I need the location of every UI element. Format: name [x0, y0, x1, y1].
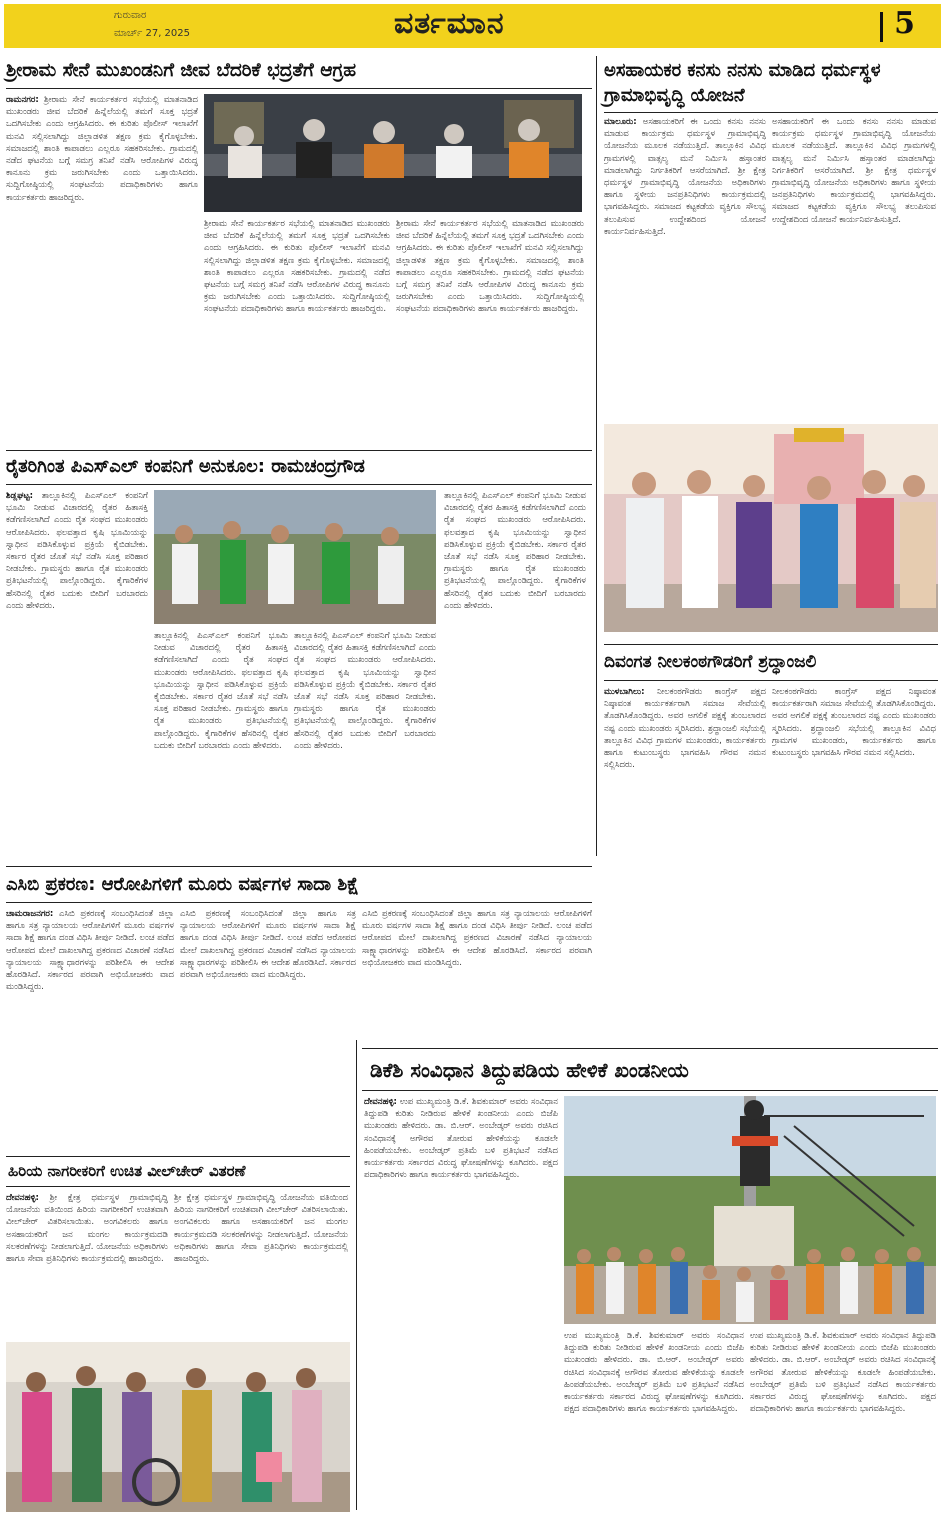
story-2-headline: ಅಸಹಾಯಕರ ಕನಸು ನನಸು ಮಾಡಿದ ಧರ್ಮಸ್ಥಳ ಗ್ರಾಮಾಭಿವೃದ್ಧಿ ಯೋಜನೆ	[604, 60, 881, 106]
story-5-dateline: ಚಾಮರಾಜನಗರ:	[6, 909, 54, 919]
story-1-body: ಶ್ರೀರಾಮ ಸೇನೆ ಕಾರ್ಯಕರ್ತರ ಸಭೆಯಲ್ಲಿ ಮಾತನಾಡಿದ ಮುಖಂಡರು ಜೀವ ಬೆದರಿಕೆ ಹಿನ್ನೆಲೆಯಲ್ಲಿ ತಮಗೆ ಸೂಕ್ತ ಭದ್ರತೆ ಒದಗಿಸಬೇಕು ಎಂದು ಆಗ್ರಹಿಸಿದರು. ಈ ಕುರಿತು ಪೊಲೀಸ್ ಇಲಾಖೆಗೆ ಮನವಿ ಸಲ್ಲಿಸಲಾಗಿದ್ದು ಜಿಲ್ಲಾಡಳಿತ ತಕ್ಷಣ ಕ್ರಮ ಕೈಗೊಳ್ಳಬೇಕು. ಸಮಾಜದಲ್ಲಿ ಶಾಂತಿ ಕಾಪಾಡಲು ಎಲ್ಲರೂ ಸಹಕರಿಸಬೇಕು. ಗ್ರಾಮದಲ್ಲಿ ನಡೆದ ಘಟನೆಯ ಬಗ್ಗೆ ಸಮಗ್ರ ತನಿಖೆ ನಡೆಸಿ ಆರೋಪಿಗಳ ವಿರುದ್ಧ ಕಾನೂನು ಕ್ರಮ ಜರುಗಿಸಬೇಕು ಎಂದು ಒತ್ತಾಯಿಸಿದರು. ಸುದ್ದಿಗೋಷ್ಠಿಯಲ್ಲಿ ಸಂಘಟನೆಯ ಪದಾಧಿಕಾರಿಗಳು ಹಾಗೂ ಕಾರ್ಯಕರ್ತರು ಹಾಜರಿದ್ದರು.	[6, 95, 198, 203]
story-1-rule	[6, 88, 592, 89]
story-5-headline: ಎಸಿಬಿ ಪ್ರಕರಣ: ಆರೋಪಿಗಳಿಗೆ ಮೂರು ವರ್ಷಗಳ ಸಾದಾ ಶಿಕ್ಷೆ	[6, 874, 359, 895]
story-3-body-cont3: ತಾಲ್ಲೂಕಿನಲ್ಲಿ ಪಿಎಸ್ಎಲ್ ಕಂಪನಿಗೆ ಭೂಮಿ ನೀಡುವ ವಿಚಾರದಲ್ಲಿ ರೈತರ ಹಿತಾಸಕ್ತಿ ಕಡೆಗಣಿಸಲಾಗಿದೆ ಎಂದು ರೈತ ಸಂಘದ ಮುಖಂಡರು ಆರೋಪಿಸಿದರು. ಫಲವತ್ತಾದ ಕೃಷಿ ಭೂಮಿಯನ್ನು ಸ್ವಾಧೀನ ಪಡಿಸಿಕೊಳ್ಳುವ ಪ್ರಕ್ರಿಯೆ ಕೈಬಿಡಬೇಕು. ಸರ್ಕಾರ ರೈತರ ಜೊತೆ ಸಭೆ ನಡೆಸಿ ಸೂಕ್ತ ಪರಿಹಾರ ನೀಡಬೇಕು. ಗ್ರಾಮಸ್ಥರು ಹಾಗೂ ರೈತ ಮುಖಂಡರು ಪ್ರತಿಭಟನೆಯಲ್ಲಿ ಪಾಲ್ಗೊಂಡಿದ್ದರು. ಕೈಗಾರಿಕೆಗಳ ಹೆಸರಿನಲ್ಲಿ ರೈತರ ಬದುಕು ಬೀದಿಗೆ ಬರಬಾರದು ಎಂದು ಹೇಳಿದರು.	[444, 491, 586, 611]
story-4-body-cont: ನೀಲಕಂಠಗೌಡರು ಕಾಂಗ್ರೆಸ್ ಪಕ್ಷದ ನಿಷ್ಠಾವಂತ ಕಾರ್ಯಕರ್ತರಾಗಿ ಸಮಾಜ ಸೇವೆಯಲ್ಲಿ ತೊಡಗಿಸಿಕೊಂಡಿದ್ದರು. ಅವರ ಅಗಲಿಕೆ ಪಕ್ಷಕ್ಕೆ ತುಂಬಲಾರದ ನಷ್ಟ ಎಂದು ಮುಖಂಡರು ಸ್ಮರಿಸಿದರು. ಶ್ರದ್ಧಾಂಜಲಿ ಸಭೆಯಲ್ಲಿ ತಾಲ್ಲೂಕಿನ ವಿವಿಧ ಗ್ರಾಮಗಳ ಮುಖಂಡರು, ಕಾರ್ಯಕರ್ತರು ಹಾಗೂ ಕುಟುಂಬಸ್ಥರು ಭಾಗವಹಿಸಿ ಗೌರವ ನಮನ ಸಲ್ಲಿಸಿದರು.	[772, 687, 936, 759]
story-6-dateline: ದೇವನಹಳ್ಳಿ:	[364, 1097, 397, 1107]
story-1-body-cont2: ಶ್ರೀರಾಮ ಸೇನೆ ಕಾರ್ಯಕರ್ತರ ಸಭೆಯಲ್ಲಿ ಮಾತನಾಡಿದ ಮುಖಂಡರು ಜೀವ ಬೆದರಿಕೆ ಹಿನ್ನೆಲೆಯಲ್ಲಿ ತಮಗೆ ಸೂಕ್ತ ಭದ್ರತೆ ಒದಗಿಸಬೇಕು ಎಂದು ಆಗ್ರಹಿಸಿದರು. ಈ ಕುರಿತು ಪೊಲೀಸ್ ಇಲಾಖೆಗೆ ಮನವಿ ಸಲ್ಲಿಸಲಾಗಿದ್ದು ಜಿಲ್ಲಾಡಳಿತ ತಕ್ಷಣ ಕ್ರಮ ಕೈಗೊಳ್ಳಬೇಕು. ಸಮಾಜದಲ್ಲಿ ಶಾಂತಿ ಕಾಪಾಡಲು ಎಲ್ಲರೂ ಸಹಕರಿಸಬೇಕು. ಗ್ರಾಮದಲ್ಲಿ ನಡೆದ ಘಟನೆಯ ಬಗ್ಗೆ ಸಮಗ್ರ ತನಿಖೆ ನಡೆಸಿ ಆರೋಪಿಗಳ ವಿರುದ್ಧ ಕಾನೂನು ಕ್ರಮ ಜರುಗಿಸಬೇಕು ಎಂದು ಒತ್ತಾಯಿಸಿದರು. ಸುದ್ದಿಗೋಷ್ಠಿಯಲ್ಲಿ ಸಂಘಟನೆಯ ಪದಾಧಿಕಾರಿಗಳು ಹಾಗೂ ಕಾರ್ಯಕರ್ತರು ಹಾಜರಿದ್ದರು.	[396, 219, 584, 315]
column-divider	[596, 56, 597, 856]
story-1-body-col1	[6, 94, 198, 438]
story-7-rule	[6, 1186, 350, 1187]
story-4-body-col2	[772, 686, 936, 1036]
story-2-rule	[604, 112, 938, 113]
story-1-body-col2	[204, 218, 390, 438]
masthead	[4, 4, 941, 48]
story-3-rule	[6, 484, 592, 485]
story-5-rule	[6, 902, 592, 903]
newspaper-logo: ವರ್ತಮಾನ	[394, 6, 505, 41]
ambedkar-statue-protest-photo	[564, 1096, 936, 1324]
story-1-body-cont: ಶ್ರೀರಾಮ ಸೇನೆ ಕಾರ್ಯಕರ್ತರ ಸಭೆಯಲ್ಲಿ ಮಾತನಾಡಿದ ಮುಖಂಡರು ಜೀವ ಬೆದರಿಕೆ ಹಿನ್ನೆಲೆಯಲ್ಲಿ ತಮಗೆ ಸೂಕ್ತ ಭದ್ರತೆ ಒದಗಿಸಬೇಕು ಎಂದು ಆಗ್ರಹಿಸಿದರು. ಈ ಕುರಿತು ಪೊಲೀಸ್ ಇಲಾಖೆಗೆ ಮನವಿ ಸಲ್ಲಿಸಲಾಗಿದ್ದು ಜಿಲ್ಲಾಡಳಿತ ತಕ್ಷಣ ಕ್ರಮ ಕೈಗೊಳ್ಳಬೇಕು. ಸಮಾಜದಲ್ಲಿ ಶಾಂತಿ ಕಾಪಾಡಲು ಎಲ್ಲರೂ ಸಹಕರಿಸಬೇಕು. ಗ್ರಾಮದಲ್ಲಿ ನಡೆದ ಘಟನೆಯ ಬಗ್ಗೆ ಸಮಗ್ರ ತನಿಖೆ ನಡೆಸಿ ಆರೋಪಿಗಳ ವಿರುದ್ಧ ಕಾನೂನು ಕ್ರಮ ಜರುಗಿಸಬೇಕು ಎಂದು ಒತ್ತಾಯಿಸಿದರು. ಸುದ್ದಿಗೋಷ್ಠಿಯಲ್ಲಿ ಸಂಘಟನೆಯ ಪದಾಧಿಕಾರಿಗಳು ಹಾಗೂ ಕಾರ್ಯಕರ್ತರು ಹಾಜರಿದ್ದರು.	[204, 219, 390, 315]
story-3-top-rule	[6, 450, 592, 451]
story-6-body-col2	[564, 1330, 744, 1510]
story-2-body: ಅಸಹಾಯಕರಿಗೆ ಈ ಒಂದು ಕನಸು ನನಸು ಮಾಡುವ ಕಾರ್ಯಕ್ರಮ ಧರ್ಮಸ್ಥಳ ಗ್ರಾಮಾಭಿವೃದ್ಧಿ ಯೋಜನೆಯ ಮೂಲಕ ನಡೆಯುತ್ತಿದೆ. ತಾಲ್ಲೂಕಿನ ವಿವಿಧ ಗ್ರಾಮಗಳಲ್ಲಿ ವಾತ್ಸಲ್ಯ ಮನೆ ನಿರ್ಮಿಸಿ ಹಸ್ತಾಂತರ ಮಾಡಲಾಗಿದ್ದು ನಿರ್ಗತಿಕರಿಗೆ ಆಸರೆಯಾಗಿದೆ. ಶ್ರೀ ಕ್ಷೇತ್ರ ಧರ್ಮಸ್ಥಳ ಗ್ರಾಮಾಭಿವೃದ್ಧಿ ಯೋಜನೆಯ ಅಧಿಕಾರಿಗಳು ಹಾಗೂ ಸ್ಥಳೀಯ ಜನಪ್ರತಿನಿಧಿಗಳು ಕಾರ್ಯಕ್ರಮದಲ್ಲಿ ಭಾಗವಹಿಸಿದ್ದರು. ಸಮಾಜದ ಕಟ್ಟಕಡೆಯ ವ್ಯಕ್ತಿಗೂ ಸೌಲಭ್ಯ ತಲುಪಿಸುವ ಉದ್ದೇಶದಿಂದ ಯೋಜನೆ ಕಾರ್ಯನಿರ್ವಹಿಸುತ್ತಿದೆ.	[604, 117, 766, 237]
story-1-body-col3	[396, 218, 584, 438]
story-6-body: ಉಪ ಮುಖ್ಯಮಂತ್ರಿ ಡಿ.ಕೆ. ಶಿವಕುಮಾರ್ ಅವರು ಸಂವಿಧಾನ ತಿದ್ದುಪಡಿ ಕುರಿತು ನೀಡಿರುವ ಹೇಳಿಕೆ ಖಂಡನೀಯ ಎಂದು ಬಿಜೆಪಿ ಮುಖಂಡರು ಹೇಳಿದರು. ಡಾ. ಬಿ.ಆರ್. ಅಂಬೇಡ್ಕರ್ ಅವರು ರಚಿಸಿದ ಸಂವಿಧಾನಕ್ಕೆ ಅಗೌರವ ತೋರುವ ಹೇಳಿಕೆಯನ್ನು ಕೂಡಲೇ ಹಿಂಪಡೆಯಬೇಕು. ಅಂಬೇಡ್ಕರ್ ಪ್ರತಿಮೆ ಬಳಿ ಪ್ರತಿಭಟನೆ ನಡೆಸಿದ ಕಾರ್ಯಕರ್ತರು ಸರ್ಕಾರದ ವಿರುದ್ಧ ಘೋಷಣೆಗಳನ್ನು ಕೂಗಿದರು. ಪಕ್ಷದ ಪದಾಧಿಕಾರಿಗಳು ಹಾಗೂ ಕಾರ್ಯಕರ್ತರು ಭಾಗವಹಿಸಿದ್ದರು.	[364, 1097, 558, 1181]
story-1-dateline: ರಾಮನಗರ:	[6, 95, 39, 105]
masthead-day: ಗುರುವಾರ	[114, 10, 147, 21]
story-7-body-cont: ಶ್ರೀ ಕ್ಷೇತ್ರ ಧರ್ಮಸ್ಥಳ ಗ್ರಾಮಾಭಿವೃದ್ಧಿ ಯೋಜನೆಯ ವತಿಯಿಂದ ಹಿರಿಯ ನಾಗರೀಕರಿಗೆ ಉಚಿತವಾಗಿ ವೀಲ್‌ಚೇರ್ ವಿತರಿಸಲಾಯಿತು. ಅಂಗವಿಕಲರು ಹಾಗೂ ಅಸಹಾಯಕರಿಗೆ ಜನ ಮಂಗಲ ಕಾರ್ಯಕ್ರಮದಡಿ ಸಲಕರಣೆಗಳನ್ನು ನೀಡಲಾಗುತ್ತಿದೆ. ಯೋಜನೆಯ ಅಧಿಕಾರಿಗಳು ಹಾಗೂ ಸೇವಾ ಪ್ರತಿನಿಧಿಗಳು ಕಾರ್ಯಕ್ರಮದಲ್ಲಿ ಹಾಜರಿದ್ದರು.	[174, 1193, 348, 1265]
story-2-body-col1	[604, 116, 766, 416]
story-6-headline: ಡಿಕೆಶಿ ಸಂವಿಧಾನ ತಿದ್ದುಪಡಿಯ ಹೇಳಿಕೆ ಖಂಡನೀಯ	[370, 1058, 689, 1082]
housing-handover-photo	[604, 424, 938, 632]
story-3-body-col1	[6, 490, 148, 840]
story-4-rule	[604, 680, 938, 681]
farmers-protest-photo	[154, 490, 436, 624]
story-2-photo	[604, 424, 938, 632]
story-7-top-rule	[6, 1156, 350, 1157]
story-6-rule	[362, 1090, 938, 1091]
story-7-body: ಶ್ರೀ ಕ್ಷೇತ್ರ ಧರ್ಮಸ್ಥಳ ಗ್ರಾಮಾಭಿವೃದ್ಧಿ ಯೋಜನೆಯ ವತಿಯಿಂದ ಹಿರಿಯ ನಾಗರೀಕರಿಗೆ ಉಚಿತವಾಗಿ ವೀಲ್‌ಚೇರ್ ವಿತರಿಸಲಾಯಿತು. ಅಂಗವಿಕಲರು ಹಾಗೂ ಅಸಹಾಯಕರಿಗೆ ಜನ ಮಂಗಲ ಕಾರ್ಯಕ್ರಮದಡಿ ಸಲಕರಣೆಗಳನ್ನು ನೀಡಲಾಗುತ್ತಿದೆ. ಯೋಜನೆಯ ಅಧಿಕಾರಿಗಳು ಹಾಗೂ ಸೇವಾ ಪ್ರತಿನಿಧಿಗಳು ಕಾರ್ಯಕ್ರಮದಲ್ಲಿ ಹಾಜರಿದ್ದರು.	[6, 1193, 168, 1265]
story-5-body-cont2: ಎಸಿಬಿ ಪ್ರಕರಣಕ್ಕೆ ಸಂಬಂಧಿಸಿದಂತೆ ಜಿಲ್ಲಾ ಹಾಗೂ ಸತ್ರ ನ್ಯಾಯಾಲಯ ಆರೋಪಿಗಳಿಗೆ ಮೂರು ವರ್ಷಗಳ ಸಾದಾ ಶಿಕ್ಷೆ ಹಾಗೂ ದಂಡ ವಿಧಿಸಿ ತೀರ್ಪು ನೀಡಿದೆ. ಲಂಚ ಪಡೆದ ಆರೋಪದ ಮೇಲೆ ದಾಖಲಾಗಿದ್ದ ಪ್ರಕರಣದ ವಿಚಾರಣೆ ನಡೆಸಿದ ನ್ಯಾಯಾಲಯ ಸಾಕ್ಷ್ಯಾಧಾರಗಳನ್ನು ಪರಿಶೀಲಿಸಿ ಈ ಆದೇಶ ಹೊರಡಿಸಿದೆ. ಸರ್ಕಾರದ ಪರವಾಗಿ ಅಭಿಯೋಜಕರು ವಾದ ಮಂಡಿಸಿದ್ದರು.	[362, 909, 592, 968]
story-3-body-cont: ತಾಲ್ಲೂಕಿನಲ್ಲಿ ಪಿಎಸ್ಎಲ್ ಕಂಪನಿಗೆ ಭೂಮಿ ನೀಡುವ ವಿಚಾರದಲ್ಲಿ ರೈತರ ಹಿತಾಸಕ್ತಿ ಕಡೆಗಣಿಸಲಾಗಿದೆ ಎಂದು ರೈತ ಸಂಘದ ಮುಖಂಡರು ಆರೋಪಿಸಿದರು. ಫಲವತ್ತಾದ ಕೃಷಿ ಭೂಮಿಯನ್ನು ಸ್ವಾಧೀನ ಪಡಿಸಿಕೊಳ್ಳುವ ಪ್ರಕ್ರಿಯೆ ಕೈಬಿಡಬೇಕು. ಸರ್ಕಾರ ರೈತರ ಜೊತೆ ಸಭೆ ನಡೆಸಿ ಸೂಕ್ತ ಪರಿಹಾರ ನೀಡಬೇಕು. ಗ್ರಾಮಸ್ಥರು ಹಾಗೂ ರೈತ ಮುಖಂಡರು ಪ್ರತಿಭಟನೆಯಲ್ಲಿ ಪಾಲ್ಗೊಂಡಿದ್ದರು. ಕೈಗಾರಿಕೆಗಳ ಹೆಸರಿನಲ್ಲಿ ರೈತರ ಬದುಕು ಬೀದಿಗೆ ಬರಬಾರದು ಎಂದು ಹೇಳಿದರು.	[154, 631, 288, 751]
story-6-body-col3	[750, 1330, 936, 1510]
story-3-body-col4	[444, 490, 586, 840]
masthead-date: ಮಾರ್ಚ್ 27, 2025	[114, 28, 190, 39]
story-5-body-col1	[6, 908, 174, 1148]
press-meet-photo	[204, 94, 582, 212]
page-number: 5	[894, 6, 915, 41]
story-6-photo	[564, 1096, 936, 1324]
column-divider-bottom	[356, 1040, 357, 1510]
story-2-body-col2	[772, 116, 936, 416]
story-3-photo	[154, 490, 436, 624]
story-5-body-col3	[362, 908, 592, 1032]
story-3-body-col3	[294, 630, 436, 840]
story-1-photo	[204, 94, 582, 212]
story-4-body-col1	[604, 686, 766, 1036]
story-3-body: ತಾಲ್ಲೂಕಿನಲ್ಲಿ ಪಿಎಸ್ಎಲ್ ಕಂಪನಿಗೆ ಭೂಮಿ ನೀಡುವ ವಿಚಾರದಲ್ಲಿ ರೈತರ ಹಿತಾಸಕ್ತಿ ಕಡೆಗಣಿಸಲಾಗಿದೆ ಎಂದು ರೈತ ಸಂಘದ ಮುಖಂಡರು ಆರೋಪಿಸಿದರು. ಫಲವತ್ತಾದ ಕೃಷಿ ಭೂಮಿಯನ್ನು ಸ್ವಾಧೀನ ಪಡಿಸಿಕೊಳ್ಳುವ ಪ್ರಕ್ರಿಯೆ ಕೈಬಿಡಬೇಕು. ಸರ್ಕಾರ ರೈತರ ಜೊತೆ ಸಭೆ ನಡೆಸಿ ಸೂಕ್ತ ಪರಿಹಾರ ನೀಡಬೇಕು. ಗ್ರಾಮಸ್ಥರು ಹಾಗೂ ರೈತ ಮುಖಂಡರು ಪ್ರತಿಭಟನೆಯಲ್ಲಿ ಪಾಲ್ಗೊಂಡಿದ್ದರು. ಕೈಗಾರಿಕೆಗಳ ಹೆಸರಿನಲ್ಲಿ ರೈತರ ಬದುಕು ಬೀದಿಗೆ ಬರಬಾರದು ಎಂದು ಹೇಳಿದರು.	[6, 491, 148, 611]
story-6-body-cont: ಉಪ ಮುಖ್ಯಮಂತ್ರಿ ಡಿ.ಕೆ. ಶಿವಕುಮಾರ್ ಅವರು ಸಂವಿಧಾನ ತಿದ್ದುಪಡಿ ಕುರಿತು ನೀಡಿರುವ ಹೇಳಿಕೆ ಖಂಡನೀಯ ಎಂದು ಬಿಜೆಪಿ ಮುಖಂಡರು ಹೇಳಿದರು. ಡಾ. ಬಿ.ಆರ್. ಅಂಬೇಡ್ಕರ್ ಅವರು ರಚಿಸಿದ ಸಂವಿಧಾನಕ್ಕೆ ಅಗೌರವ ತೋರುವ ಹೇಳಿಕೆಯನ್ನು ಕೂಡಲೇ ಹಿಂಪಡೆಯಬೇಕು. ಅಂಬೇಡ್ಕರ್ ಪ್ರತಿಮೆ ಬಳಿ ಪ್ರತಿಭಟನೆ ನಡೆಸಿದ ಕಾರ್ಯಕರ್ತರು ಸರ್ಕಾರದ ವಿರುದ್ಧ ಘೋಷಣೆಗಳನ್ನು ಕೂಗಿದರು. ಪಕ್ಷದ ಪದಾಧಿಕಾರಿಗಳು ಹಾಗೂ ಕಾರ್ಯಕರ್ತರು ಭಾಗವಹಿಸಿದ್ದರು.	[564, 1331, 744, 1415]
story-2-dateline: ಮಾಲೂರು:	[604, 117, 637, 127]
story-6-body-col1	[364, 1096, 558, 1508]
story-7-body-col2	[174, 1192, 348, 1336]
story-6-top-rule	[362, 1048, 938, 1049]
story-3-headline: ರೈತರಿಗಿಂತ ಪಿಎಸ್ಎಲ್ ಕಂಪನಿಗೆ ಅನುಕೂಲ: ರಾಮಚಂದ್ರಗೌಡ	[6, 456, 365, 477]
story-4-headline: ದಿವಂಗತ ನೀಲಕಂಠಗೌಡರಿಗೆ ಶ್ರದ್ಧಾಂಜಲಿ	[604, 652, 817, 672]
wheelchair-distribution-photo	[6, 1342, 350, 1512]
story-3-body-cont2: ತಾಲ್ಲೂಕಿನಲ್ಲಿ ಪಿಎಸ್ಎಲ್ ಕಂಪನಿಗೆ ಭೂಮಿ ನೀಡುವ ವಿಚಾರದಲ್ಲಿ ರೈತರ ಹಿತಾಸಕ್ತಿ ಕಡೆಗಣಿಸಲಾಗಿದೆ ಎಂದು ರೈತ ಸಂಘದ ಮುಖಂಡರು ಆರೋಪಿಸಿದರು. ಫಲವತ್ತಾದ ಕೃಷಿ ಭೂಮಿಯನ್ನು ಸ್ವಾಧೀನ ಪಡಿಸಿಕೊಳ್ಳುವ ಪ್ರಕ್ರಿಯೆ ಕೈಬಿಡಬೇಕು. ಸರ್ಕಾರ ರೈತರ ಜೊತೆ ಸಭೆ ನಡೆಸಿ ಸೂಕ್ತ ಪರಿಹಾರ ನೀಡಬೇಕು. ಗ್ರಾಮಸ್ಥರು ಹಾಗೂ ರೈತ ಮುಖಂಡರು ಪ್ರತಿಭಟನೆಯಲ್ಲಿ ಪಾಲ್ಗೊಂಡಿದ್ದರು. ಕೈಗಾರಿಕೆಗಳ ಹೆಸರಿನಲ್ಲಿ ರೈತರ ಬದುಕು ಬೀದಿಗೆ ಬರಬಾರದು ಎಂದು ಹೇಳಿದರು.	[294, 631, 436, 751]
page-number-divider	[880, 12, 883, 42]
story-4-top-rule	[604, 644, 938, 645]
story-4-body: ನೀಲಕಂಠಗೌಡರು ಕಾಂಗ್ರೆಸ್ ಪಕ್ಷದ ನಿಷ್ಠಾವಂತ ಕಾರ್ಯಕರ್ತರಾಗಿ ಸಮಾಜ ಸೇವೆಯಲ್ಲಿ ತೊಡಗಿಸಿಕೊಂಡಿದ್ದರು. ಅವರ ಅಗಲಿಕೆ ಪಕ್ಷಕ್ಕೆ ತುಂಬಲಾರದ ನಷ್ಟ ಎಂದು ಮುಖಂಡರು ಸ್ಮರಿಸಿದರು. ಶ್ರದ್ಧಾಂಜಲಿ ಸಭೆಯಲ್ಲಿ ತಾಲ್ಲೂಕಿನ ವಿವಿಧ ಗ್ರಾಮಗಳ ಮುಖಂಡರು, ಕಾರ್ಯಕರ್ತರು ಹಾಗೂ ಕುಟುಂಬಸ್ಥರು ಭಾಗವಹಿಸಿ ಗೌರವ ನಮನ ಸಲ್ಲಿಸಿದರು.	[604, 687, 766, 771]
story-3-dateline: ಶಿಡ್ಲಘಟ್ಟ:	[6, 491, 34, 501]
story-5-body-col2	[180, 908, 356, 1148]
story-5-body: ಎಸಿಬಿ ಪ್ರಕರಣಕ್ಕೆ ಸಂಬಂಧಿಸಿದಂತೆ ಜಿಲ್ಲಾ ಹಾಗೂ ಸತ್ರ ನ್ಯಾಯಾಲಯ ಆರೋಪಿಗಳಿಗೆ ಮೂರು ವರ್ಷಗಳ ಸಾದಾ ಶಿಕ್ಷೆ ಹಾಗೂ ದಂಡ ವಿಧಿಸಿ ತೀರ್ಪು ನೀಡಿದೆ. ಲಂಚ ಪಡೆದ ಆರೋಪದ ಮೇಲೆ ದಾಖಲಾಗಿದ್ದ ಪ್ರಕರಣದ ವಿಚಾರಣೆ ನಡೆಸಿದ ನ್ಯಾಯಾಲಯ ಸಾಕ್ಷ್ಯಾಧಾರಗಳನ್ನು ಪರಿಶೀಲಿಸಿ ಈ ಆದೇಶ ಹೊರಡಿಸಿದೆ. ಸರ್ಕಾರದ ಪರವಾಗಿ ಅಭಿಯೋಜಕರು ವಾದ ಮಂಡಿಸಿದ್ದರು.	[6, 909, 174, 993]
story-2-body-cont: ಅಸಹಾಯಕರಿಗೆ ಈ ಒಂದು ಕನಸು ನನಸು ಮಾಡುವ ಕಾರ್ಯಕ್ರಮ ಧರ್ಮಸ್ಥಳ ಗ್ರಾಮಾಭಿವೃದ್ಧಿ ಯೋಜನೆಯ ಮೂಲಕ ನಡೆಯುತ್ತಿದೆ. ತಾಲ್ಲೂಕಿನ ವಿವಿಧ ಗ್ರಾಮಗಳಲ್ಲಿ ವಾತ್ಸಲ್ಯ ಮನೆ ನಿರ್ಮಿಸಿ ಹಸ್ತಾಂತರ ಮಾಡಲಾಗಿದ್ದು ನಿರ್ಗತಿಕರಿಗೆ ಆಸರೆಯಾಗಿದೆ. ಶ್ರೀ ಕ್ಷೇತ್ರ ಧರ್ಮಸ್ಥಳ ಗ್ರಾಮಾಭಿವೃದ್ಧಿ ಯೋಜನೆಯ ಅಧಿಕಾರಿಗಳು ಹಾಗೂ ಸ್ಥಳೀಯ ಜನಪ್ರತಿನಿಧಿಗಳು ಕಾರ್ಯಕ್ರಮದಲ್ಲಿ ಭಾಗವಹಿಸಿದ್ದರು. ಸಮಾಜದ ಕಟ್ಟಕಡೆಯ ವ್ಯಕ್ತಿಗೂ ಸೌಲಭ್ಯ ತಲುಪಿಸುವ ಉದ್ದೇಶದಿಂದ ಯೋಜನೆ ಕಾರ್ಯನಿರ್ವಹಿಸುತ್ತಿದೆ.	[772, 117, 936, 225]
story-4-dateline: ಮುಳಬಾಗಿಲು:	[604, 687, 645, 697]
story-3-body-col2	[154, 630, 288, 840]
story-6-body-cont2: ಉಪ ಮುಖ್ಯಮಂತ್ರಿ ಡಿ.ಕೆ. ಶಿವಕುಮಾರ್ ಅವರು ಸಂವಿಧಾನ ತಿದ್ದುಪಡಿ ಕುರಿತು ನೀಡಿರುವ ಹೇಳಿಕೆ ಖಂಡನೀಯ ಎಂದು ಬಿಜೆಪಿ ಮುಖಂಡರು ಹೇಳಿದರು. ಡಾ. ಬಿ.ಆರ್. ಅಂಬೇಡ್ಕರ್ ಅವರು ರಚಿಸಿದ ಸಂವಿಧಾನಕ್ಕೆ ಅಗೌರವ ತೋರುವ ಹೇಳಿಕೆಯನ್ನು ಕೂಡಲೇ ಹಿಂಪಡೆಯಬೇಕು. ಅಂಬೇಡ್ಕರ್ ಪ್ರತಿಮೆ ಬಳಿ ಪ್ರತಿಭಟನೆ ನಡೆಸಿದ ಕಾರ್ಯಕರ್ತರು ಸರ್ಕಾರದ ವಿರುದ್ಧ ಘೋಷಣೆಗಳನ್ನು ಕೂಗಿದರು. ಪಕ್ಷದ ಪದಾಧಿಕಾರಿಗಳು ಹಾಗೂ ಕಾರ್ಯಕರ್ತರು ಭಾಗವಹಿಸಿದ್ದರು.	[750, 1331, 936, 1415]
story-7-body-col1	[6, 1192, 168, 1336]
story-7-dateline: ದೇವನಹಳ್ಳಿ:	[6, 1193, 39, 1203]
story-7-headline: ಹಿರಿಯ ನಾಗರೀಕರಿಗೆ ಉಚಿತ ವೀಲ್‌ಚೇರ್ ವಿತರಣೆ	[8, 1162, 246, 1180]
story-5-body-cont: ಎಸಿಬಿ ಪ್ರಕರಣಕ್ಕೆ ಸಂಬಂಧಿಸಿದಂತೆ ಜಿಲ್ಲಾ ಹಾಗೂ ಸತ್ರ ನ್ಯಾಯಾಲಯ ಆರೋಪಿಗಳಿಗೆ ಮೂರು ವರ್ಷಗಳ ಸಾದಾ ಶಿಕ್ಷೆ ಹಾಗೂ ದಂಡ ವಿಧಿಸಿ ತೀರ್ಪು ನೀಡಿದೆ. ಲಂಚ ಪಡೆದ ಆರೋಪದ ಮೇಲೆ ದಾಖಲಾಗಿದ್ದ ಪ್ರಕರಣದ ವಿಚಾರಣೆ ನಡೆಸಿದ ನ್ಯಾಯಾಲಯ ಸಾಕ್ಷ್ಯಾಧಾರಗಳನ್ನು ಪರಿಶೀಲಿಸಿ ಈ ಆದೇಶ ಹೊರಡಿಸಿದೆ. ಸರ್ಕಾರದ ಪರವಾಗಿ ಅಭಿಯೋಜಕರು ವಾದ ಮಂಡಿಸಿದ್ದರು.	[180, 909, 356, 981]
story-7-photo	[6, 1342, 350, 1512]
story-1-headline: ಶ್ರೀರಾಮ ಸೇನೆ ಮುಖಂಡನಿಗೆ ಜೀವ ಬೆದರಿಕೆ ಭದ್ರತೆಗೆ ಆಗ್ರಹ	[6, 60, 357, 81]
story-5-top-rule	[6, 866, 592, 867]
